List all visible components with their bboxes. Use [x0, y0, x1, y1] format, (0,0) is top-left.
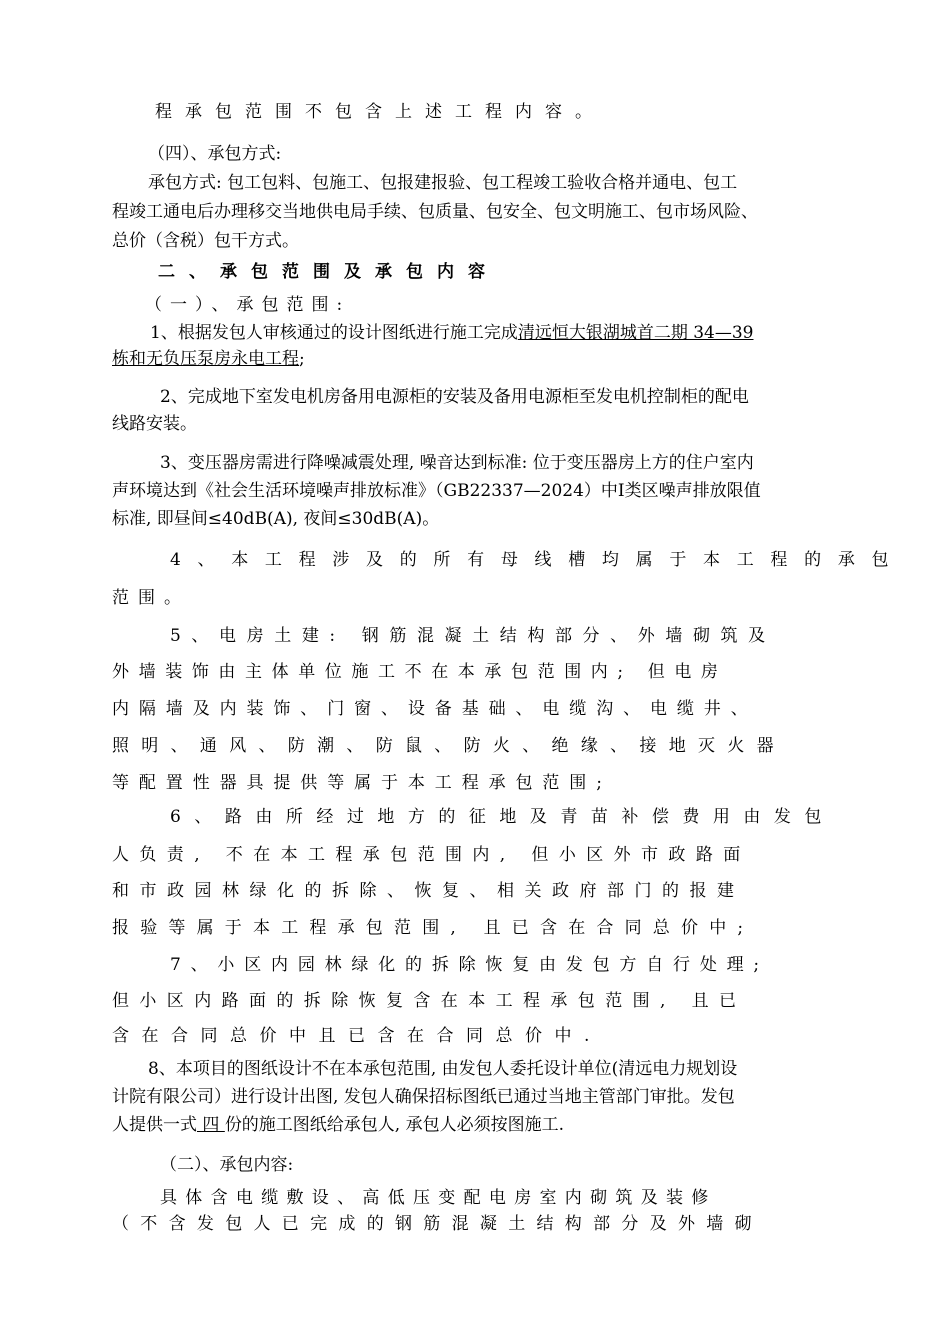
- text-line: 计院有限公司）进行设计出图, 发包人确保招标图纸已通过当地主管部门审批。发包: [112, 1087, 735, 1107]
- text-line: 标准, 即昼间≤40dB(A), 夜间≤30dB(A)。: [112, 509, 440, 529]
- text-line: 总价（含税）包干方式。: [112, 231, 299, 251]
- text-line: 7、小区内园林绿化的拆除恢复由发包方自行处理;: [170, 955, 769, 975]
- text-line: （不含发包人已完成的钢筋混凝土结构部分及外墙砌: [112, 1214, 763, 1234]
- text-line: [150, 322, 754, 344]
- text-line: 6、路由所经过地方的征地及青苗补偿费用由发包: [170, 807, 835, 827]
- text-fragment: 1、根据发包人审核通过的设计图纸进行施工完成: [150, 323, 518, 343]
- text-fragment: ;: [299, 349, 305, 369]
- text-line: 5、电房土建: 钢筋混凝土结构部分、外墙砌筑及: [170, 626, 776, 646]
- text-line: 范围。: [112, 588, 190, 608]
- section-heading: （二）、承包内容:: [160, 1155, 294, 1175]
- text-line: 和市政园林绿化的拆除、恢复、相关政府部门的报建: [112, 881, 745, 901]
- text-line: 外墙装饰由主体单位施工不在本承包范围内; 但电房: [112, 662, 728, 682]
- text-fragment: 人提供一式: [112, 1115, 197, 1135]
- underlined-copies-count: 四: [197, 1115, 225, 1135]
- text-line: 4、本工程涉及的所有母线槽均属于本工程的承包: [170, 550, 906, 570]
- text-line: 2、完成地下室发电机房备用电源柜的安装及备用电源柜至发电机控制柜的配电: [160, 387, 749, 407]
- text-line: 人负责, 不在本工程承包范围内, 但小区外市政路面: [112, 845, 751, 865]
- text-line: 照明、通风、防潮、防鼠、防火、绝缘、接地灭火器: [112, 736, 786, 756]
- text-line: 程竣工通电后办理移交当地供电局手续、包质量、包安全、包文明施工、包市场风险、: [112, 202, 758, 222]
- text-line: 线路安装。: [112, 414, 197, 434]
- chapter-heading: 二、承包范围及承包内容: [158, 262, 499, 282]
- text-line: 8、本项目的图纸设计不在本承包范围, 由发包人委托设计单位(清远电力规划设: [148, 1059, 738, 1079]
- text-line: [112, 1114, 564, 1136]
- section-heading: （四）、承包方式:: [148, 144, 282, 164]
- text-line: 声环境达到《社会生活环境噪声排放标准》（GB22337—2024）中Ⅰ类区噪声排放限值: [112, 481, 761, 501]
- text-line: 内隔墙及内装饰、门窗、设备基础、电缆沟、电缆井、: [112, 699, 758, 719]
- text-line: 等配置性器具提供等属于本工程承包范围;: [112, 773, 612, 793]
- section-heading: （一）、承包范围:: [145, 295, 351, 315]
- text-line: 程承包范围不包含上述工程内容。: [155, 102, 605, 122]
- text-line: [112, 348, 305, 370]
- text-line: 报验等属于本工程承包范围, 且已含在合同总价中;: [112, 918, 755, 938]
- text-line: 具体含电缆敷设、高低压变配电房室内砌筑及装修: [160, 1188, 717, 1208]
- text-line: 3、变压器房需进行降噪减震处理, 噪音达到标准: 位于变压器房上方的住户室内: [160, 453, 754, 473]
- underlined-project-name: 清远恒大银湖城首二期 34—39: [517, 323, 754, 343]
- text-line: 但小区内路面的拆除恢复含在本工程承包范围, 且已: [112, 991, 747, 1011]
- underlined-project-name: 栋和无负压泵房永电工程: [112, 349, 299, 369]
- text-line: 含在合同总价中且已含在合同总价中.: [112, 1026, 602, 1046]
- text-line: 承包方式: 包工包料、包施工、包报建报验、包工程竣工验收合格并通电、包工: [148, 173, 738, 193]
- text-fragment: 份的施工图纸给承包人, 承包人必须按图施工.: [224, 1115, 565, 1135]
